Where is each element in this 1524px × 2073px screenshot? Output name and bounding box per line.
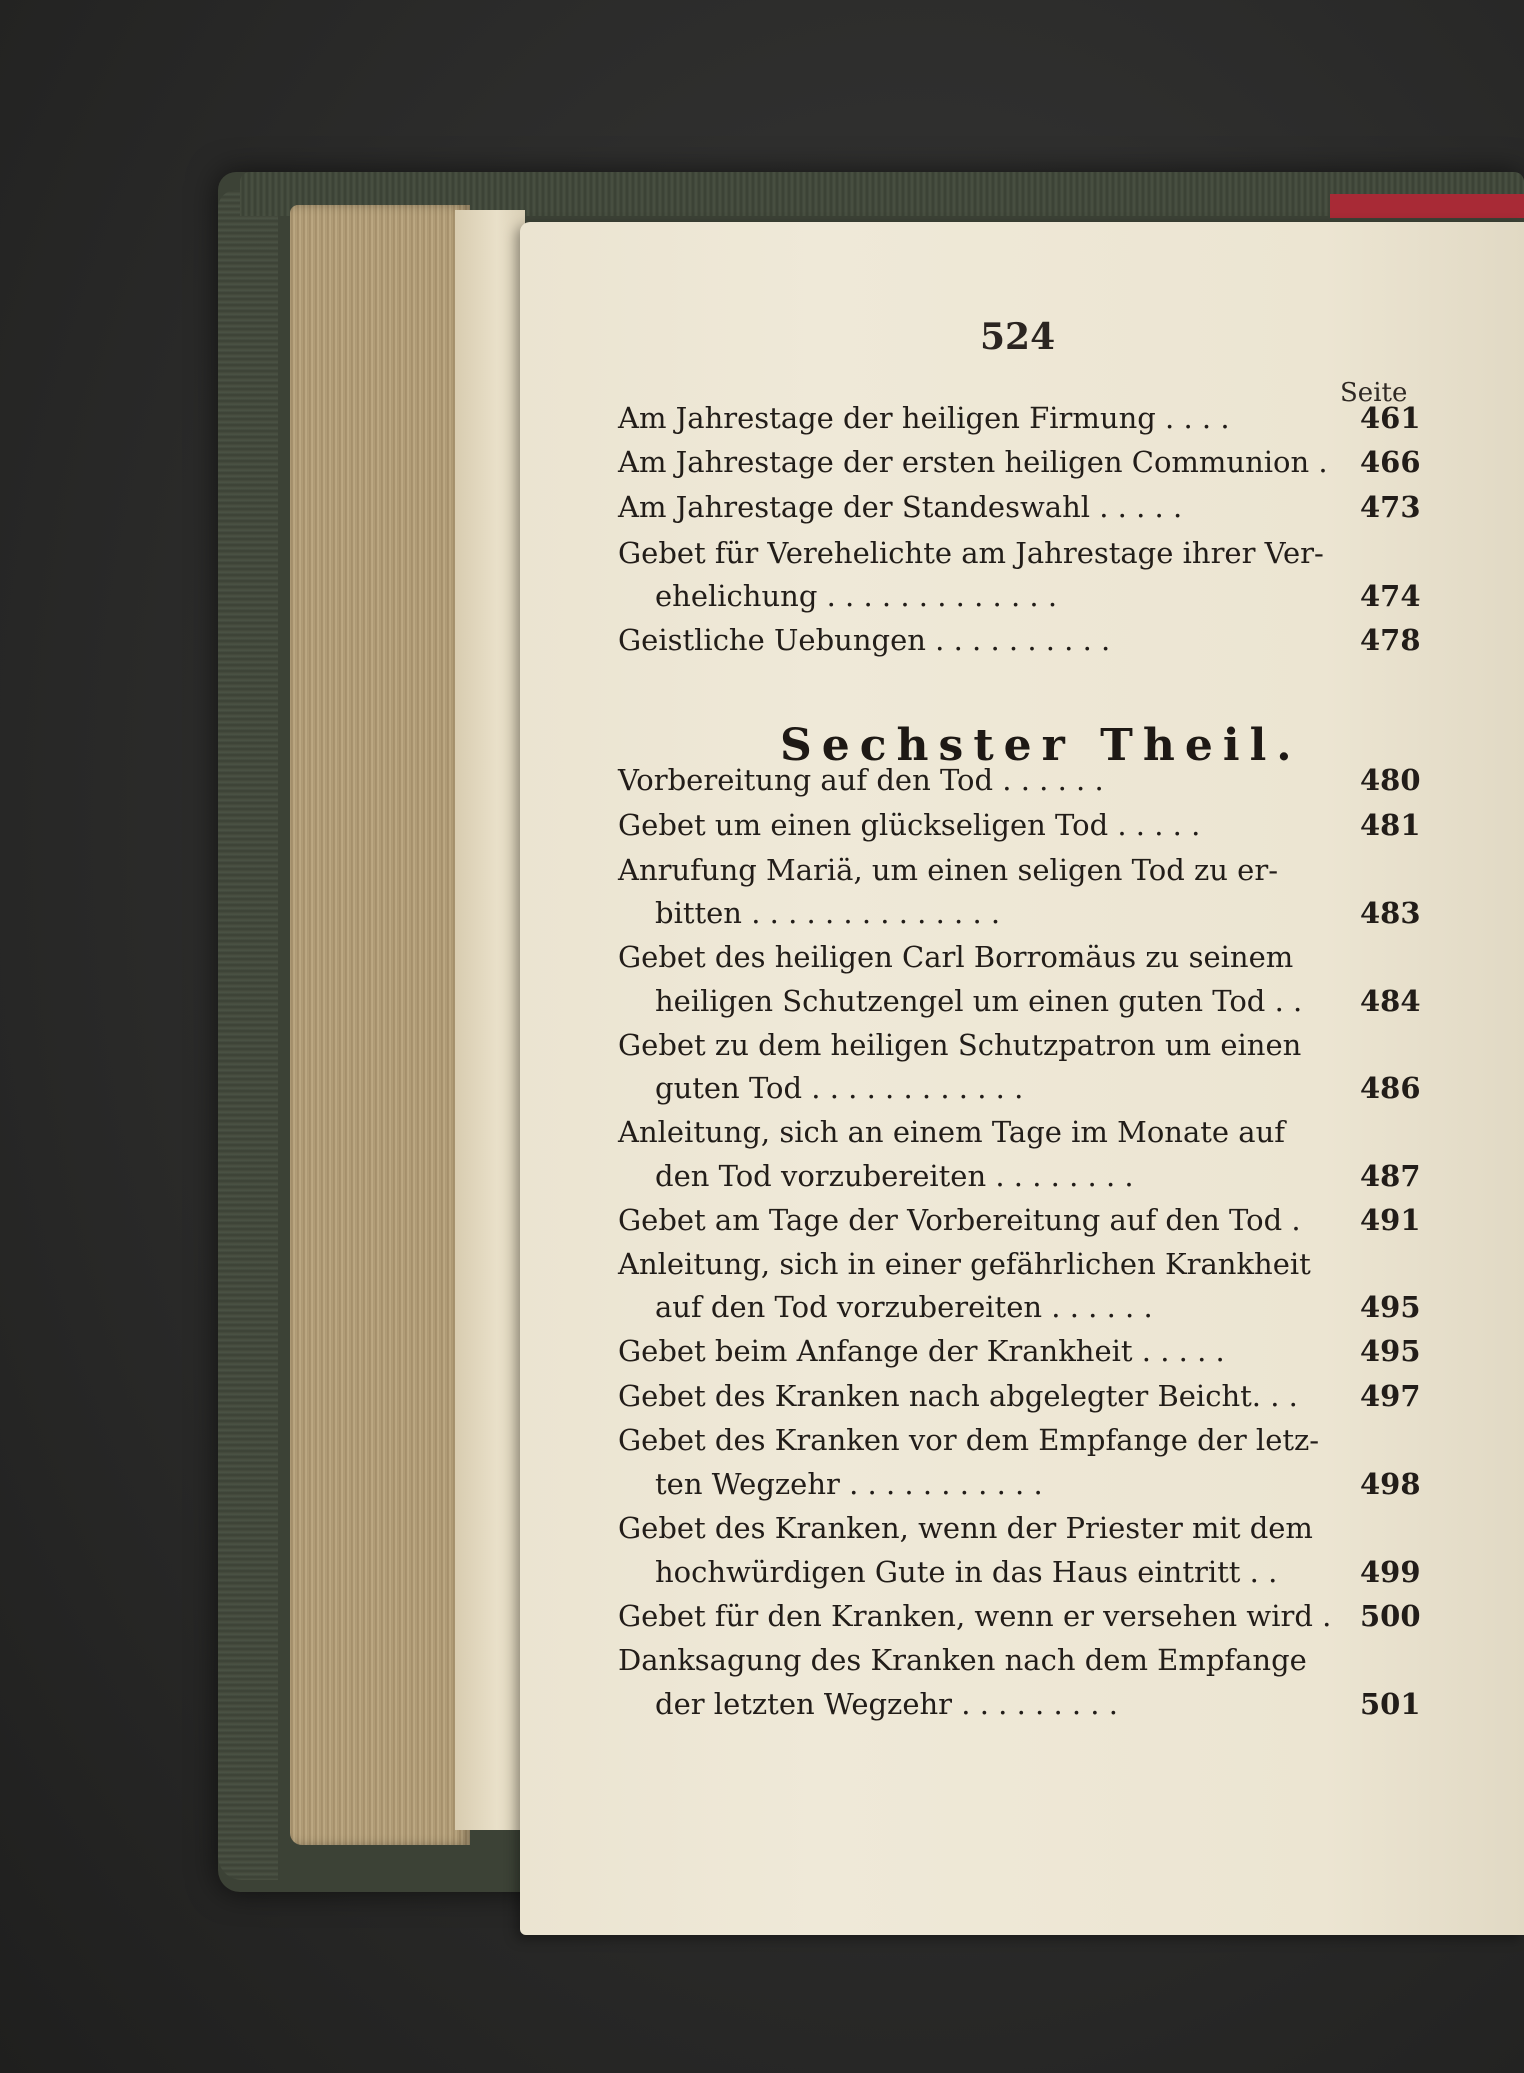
toc-entry-line: [0, 1242, 1524, 1286]
toc-entry-title: Gebet zu dem heiligen Schutzpatron um einen: [618, 1028, 1302, 1062]
toc-entry-page: 461: [1360, 401, 1421, 435]
toc-entry-title: ehelichung . . . . . . . . . . . . .: [655, 579, 1058, 613]
toc-entry-line: [0, 1462, 1524, 1506]
toc-entry-title: hochwürdigen Gute in das Haus eintritt . .: [655, 1555, 1278, 1589]
toc-entry-line: [0, 1198, 1524, 1242]
toc-entry-title: Gebet beim Anfange der Krankheit . . . . .: [618, 1334, 1225, 1368]
toc-entry-title: Gebet des Kranken vor dem Empfange der letz-: [618, 1423, 1320, 1457]
toc-entry-title: Geistliche Uebungen . . . . . . . . . .: [618, 623, 1111, 657]
toc-entry-line: [0, 1594, 1524, 1638]
toc-entry-title: Vorbereitung auf den Tod . . . . . .: [618, 763, 1104, 797]
toc-entry-page: 497: [1360, 1379, 1421, 1413]
toc-entry-line: [0, 1638, 1524, 1682]
toc-entry-title: Gebet am Tage der Vorbereitung auf den Tod .: [618, 1203, 1301, 1237]
toc-entry-title: ten Wegzehr . . . . . . . . . . .: [655, 1467, 1043, 1501]
toc-entry-title: Danksagung des Kranken nach dem Empfange: [618, 1643, 1307, 1677]
toc-entry-title: Anleitung, sich in einer gefährlichen Krankheit: [618, 1247, 1311, 1281]
toc-entry-line: [0, 440, 1524, 484]
toc-entry-page: 478: [1360, 623, 1421, 657]
toc-entry-title: den Tod vorzubereiten . . . . . . . .: [655, 1159, 1134, 1193]
toc-entry-line: [0, 1418, 1524, 1462]
toc-entry-line: [0, 1682, 1524, 1726]
column-header: Seite: [1340, 378, 1408, 408]
section-heading: Sechster Theil.: [780, 720, 1302, 771]
toc-entry-title: bitten . . . . . . . . . . . . . .: [655, 896, 1001, 930]
toc-entry-page: 498: [1360, 1467, 1421, 1501]
toc-entry-page: 500: [1360, 1599, 1421, 1633]
toc-entry-line: [0, 935, 1524, 979]
toc-entry-line: [0, 531, 1524, 575]
toc-entry-title: Gebet für den Kranken, wenn er versehen wird .: [618, 1599, 1332, 1633]
toc-entry-title: Am Jahrestage der heiligen Firmung . . . .: [618, 401, 1230, 435]
toc-entry-title: Gebet des Kranken, wenn der Priester mit dem: [618, 1511, 1313, 1545]
toc-entry-line: [0, 1023, 1524, 1067]
toc-entry-page: 499: [1360, 1555, 1421, 1589]
toc-entry-line: [0, 1329, 1524, 1373]
toc-entry-line: [0, 1154, 1524, 1198]
toc-entry-page: 473: [1360, 490, 1421, 524]
toc-entry-title: Gebet um einen glückseligen Tod . . . . .: [618, 808, 1201, 842]
toc-entry-page: 481: [1360, 808, 1421, 842]
toc-entry-title: Gebet des Kranken nach abgelegter Beicht. . .: [618, 1379, 1298, 1413]
toc-entry-line: [0, 396, 1524, 440]
bookmark-ribbon: [1330, 194, 1524, 218]
toc-entry-page: 466: [1360, 445, 1421, 479]
toc-entry-title: Am Jahrestage der Standeswahl . . . . .: [618, 490, 1183, 524]
toc-entry-line: [0, 803, 1524, 847]
toc-entry-page: 484: [1360, 984, 1421, 1018]
toc-entry-page: 483: [1360, 896, 1421, 930]
toc-entry-line: [0, 574, 1524, 618]
toc-entry-title: der letzten Wegzehr . . . . . . . . .: [655, 1687, 1118, 1721]
toc-entry-line: [0, 618, 1524, 662]
toc-entry-line: [0, 485, 1524, 529]
toc-entry-page: 487: [1360, 1159, 1421, 1193]
toc-entry-line: [0, 1550, 1524, 1594]
toc-entry-line: [0, 1285, 1524, 1329]
toc-entry-page: 495: [1360, 1334, 1421, 1368]
toc-entry-line: [0, 1506, 1524, 1550]
toc-entry-title: Anrufung Mariä, um einen seligen Tod zu er-: [618, 853, 1278, 887]
toc-entry-title: Gebet des heiligen Carl Borromäus zu seinem: [618, 940, 1294, 974]
toc-entry-page: 491: [1360, 1203, 1421, 1237]
toc-entry-page: 480: [1360, 763, 1421, 797]
toc-entry-line: [0, 848, 1524, 892]
toc-entry-page: 486: [1360, 1071, 1421, 1105]
toc-entry-line: [0, 891, 1524, 935]
toc-entry-title: heiligen Schutzengel um einen guten Tod . .: [655, 984, 1303, 1018]
toc-entry-line: [0, 1374, 1524, 1418]
toc-entry-title: Anleitung, sich an einem Tage im Monate auf: [618, 1115, 1285, 1149]
toc-entry-title: guten Tod . . . . . . . . . . . .: [655, 1071, 1024, 1105]
toc-entry-title: Am Jahrestage der ersten heiligen Communion .: [618, 445, 1328, 479]
toc-entry-page: 495: [1360, 1290, 1421, 1324]
toc-entry-page: 501: [1360, 1687, 1421, 1721]
toc-entry-line: [0, 979, 1524, 1023]
toc-entry-page: 474: [1360, 579, 1421, 613]
toc-entry-title: auf den Tod vorzubereiten . . . . . .: [655, 1290, 1153, 1324]
toc-entry-line: [0, 1066, 1524, 1110]
toc-entry-title: Gebet für Verehelichte am Jahrestage ihrer Ver-: [618, 536, 1324, 570]
toc-entry-line: [0, 1110, 1524, 1154]
